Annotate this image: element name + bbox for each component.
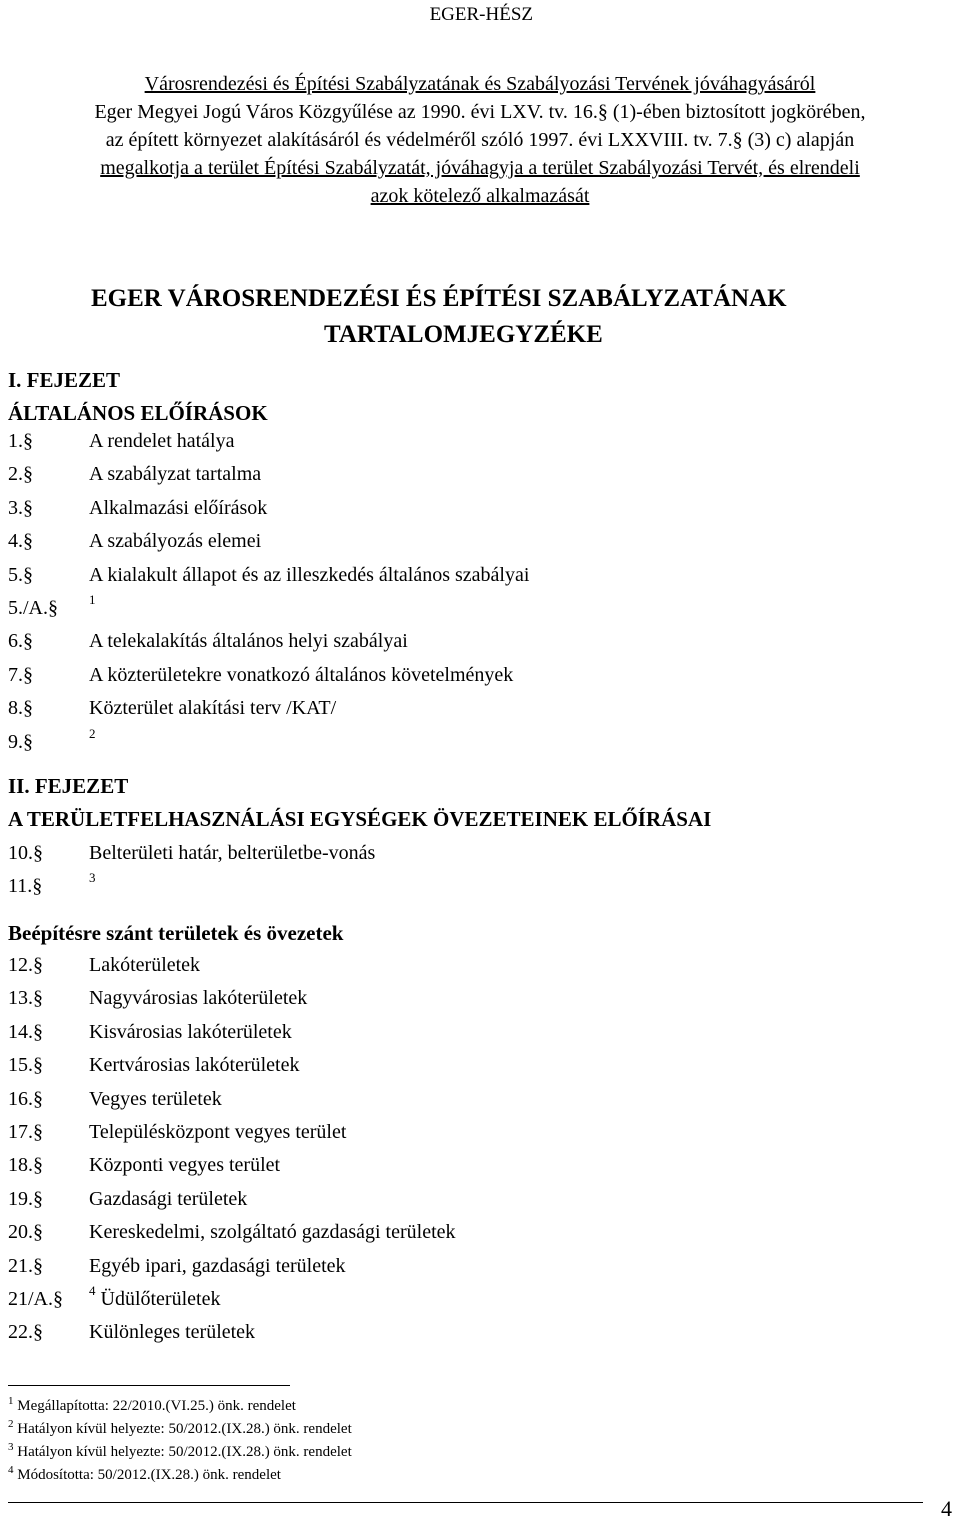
toc-entry-text: Lakóterületek (89, 954, 201, 976)
toc-entry-text: Különleges területek (89, 1321, 256, 1344)
toc-entry-number: 5.§ (8, 563, 33, 586)
toc-entry-number: 17.§ (8, 1121, 43, 1143)
intro-line-5: azok kötelező alkalmazását (370, 185, 590, 207)
toc-entry-title (89, 497, 267, 520)
toc-entry-title (89, 987, 307, 1010)
toc-entry-number: 5./A.§ (8, 597, 58, 619)
footnote-ref: 3 (89, 870, 96, 886)
toc-entry-title (89, 1054, 299, 1077)
toc-entry-number: 20.§ (8, 1221, 43, 1244)
toc-entry-title (89, 530, 261, 553)
footnote-ref: 1 (89, 592, 96, 607)
toc-entry-number: 18.§ (8, 1154, 43, 1177)
toc-entry-title (89, 1255, 346, 1278)
footnote-text: Módosította: 50/2012.(IX.28.) önk. rendelet (17, 1467, 281, 1483)
toc-entry-title (89, 1221, 456, 1244)
footnote (8, 1464, 281, 1484)
footnote-mark: 1 (8, 1395, 14, 1407)
toc-entry-number: 7.§ (8, 663, 33, 686)
toc-entry-title (89, 564, 529, 587)
toc-entry-number: 6.§ (8, 630, 33, 653)
toc-entry-number: 12.§ (8, 954, 43, 976)
toc-entry-text: Településközpont vegyes terület (89, 1121, 347, 1143)
chapter-2-title: A TERÜLETFELHASZNÁLÁSI EGYSÉGEK ÖVEZETEINEK ELŐÍRÁSAI (8, 807, 712, 831)
toc-entry-text: Kisvárosias lakóterületek (89, 1020, 292, 1043)
footnote-text: Megállapította: 22/2010.(VI.25.) önk. rendelet (17, 1398, 296, 1414)
toc-entry-text: Belterületi határ, belterületbe-vonás (89, 842, 376, 864)
toc-entry-title (89, 697, 336, 720)
toc-entry-text: Egyéb ipari, gazdasági területek (89, 1254, 346, 1277)
intro-paragraph (0, 70, 960, 210)
toc-entry-text: Közterület alakítási terv /KAT/ (89, 697, 337, 720)
toc-entry-number: 2.§ (8, 463, 33, 486)
toc-entry-text: Kertvárosias lakóterületek (89, 1054, 300, 1077)
running-header: EGER-HÉSZ (429, 4, 533, 25)
toc-entry-number: 14.§ (8, 1020, 43, 1043)
footnote-text: Hatályon kívül helyezte: 50/2012.(IX.28.) önk. rendelet (17, 1421, 352, 1437)
toc-entry-title (89, 1088, 222, 1111)
toc-entry-number: 13.§ (8, 987, 43, 1010)
toc-entry-text: A rendelet hatálya (89, 430, 235, 452)
toc-entry-text: Gazdasági területek (89, 1187, 248, 1210)
chapter-1-label: I. FEJEZET (8, 368, 121, 392)
toc-entry-text: A kialakult állapot és az illeszkedés általános szabályai (89, 563, 530, 586)
toc-entry-number: 4.§ (8, 530, 33, 553)
toc-title-line-1: EGER VÁROSRENDEZÉSI ÉS ÉPÍTÉSI SZABÁLYZATÁNAK (91, 285, 787, 312)
chapter-2-subheading: Beépítésre szánt területek és övezetek (8, 921, 344, 945)
footnote-mark: 3 (8, 1441, 14, 1453)
toc-entry-text: Kereskedelmi, szolgáltató gazdasági területek (89, 1221, 456, 1244)
toc-entry-title (89, 664, 513, 687)
toc-entry-number: 3.§ (8, 496, 33, 519)
toc-entry-number: 11.§ (8, 875, 43, 898)
toc-entry-title (89, 1283, 221, 1311)
toc-entry-text: A közterületekre vonatkozó általános követelmények (89, 663, 514, 686)
toc-entry-text: A szabályozás elemei (89, 530, 262, 553)
footnote-ref: 4 (89, 1283, 96, 1298)
toc-entry-number: 1.§ (8, 430, 33, 452)
toc-entry-title (89, 430, 235, 453)
toc-entry-number: 19.§ (8, 1187, 43, 1210)
toc-entry-number: 9.§ (8, 730, 33, 753)
toc-entry-text: Vegyes területek (89, 1087, 222, 1110)
toc-entry-number: 10.§ (8, 842, 43, 864)
toc-entry-title (89, 1188, 247, 1211)
toc-entry-number: 22.§ (8, 1321, 43, 1344)
footnote (8, 1441, 352, 1461)
toc-entry-title (89, 842, 375, 865)
chapter-1-title: ÁLTALÁNOS ELŐÍRÁSOK (8, 401, 268, 425)
toc-entry-title (89, 1021, 292, 1044)
toc-entry-title (89, 630, 408, 653)
toc-entry-text: Üdülőterületek (100, 1288, 221, 1310)
intro-line-2: Eger Megyei Jogú Város Közgyűlése az 1990. évi LXV. tv. 16.§ (1)-ében biztosított jogkörében, (94, 101, 866, 123)
footnote-mark: 2 (8, 1418, 14, 1430)
toc-entry-title (89, 954, 200, 977)
chapter-2-label: II. FEJEZET (8, 774, 129, 798)
toc-entry-title (89, 1121, 346, 1144)
toc-entry-text: A szabályzat tartalma (89, 463, 262, 486)
toc-entry-text: Nagyvárosias lakóterületek (89, 987, 308, 1010)
intro-line-1: Városrendezési és Építési Szabályzatának és Szabályozási Tervének jóváhagyásáról (144, 73, 816, 95)
toc-title-line-2: TARTALOMJEGYZÉKE (324, 321, 603, 348)
toc-entry-number: 16.§ (8, 1087, 43, 1110)
toc-entry-title (89, 870, 96, 898)
page-bottom-rule (8, 1502, 923, 1503)
toc-entry-title (89, 592, 96, 620)
intro-line-4: megalkotja a terület Építési Szabályzatát, jóváhagyja a terület Szabályozási Tervét, és elrendeli (100, 157, 860, 179)
toc-entry-number: 21/A.§ (8, 1288, 63, 1310)
intro-line-3: az épített környezet alakításáról és védelméről szóló 1997. évi LXXVIII. tv. 7.§ (3) c) alapján (105, 129, 855, 151)
toc-entry-text: Alkalmazási előírások (89, 496, 268, 519)
footnote-text: Hatályon kívül helyezte: 50/2012.(IX.28.) önk. rendelet (17, 1444, 352, 1460)
toc-entry-number: 8.§ (8, 697, 33, 720)
toc-entry-title (89, 1321, 255, 1344)
footnote (8, 1418, 352, 1438)
toc-entry-number: 21.§ (8, 1254, 43, 1277)
toc-entry-text: A telekalakítás általános helyi szabályai (89, 630, 408, 653)
footnote-mark: 4 (8, 1464, 14, 1476)
footnote-separator (8, 1385, 290, 1386)
footnote-ref: 2 (89, 725, 96, 741)
toc-entry-number: 15.§ (8, 1054, 43, 1077)
toc-entry-text: Központi vegyes terület (89, 1154, 281, 1177)
toc-entry-title (89, 1154, 280, 1177)
toc-entry-title (89, 725, 96, 754)
toc-entry-title (89, 463, 261, 486)
page-number: 4 (941, 1496, 952, 1521)
footnote (8, 1395, 296, 1415)
